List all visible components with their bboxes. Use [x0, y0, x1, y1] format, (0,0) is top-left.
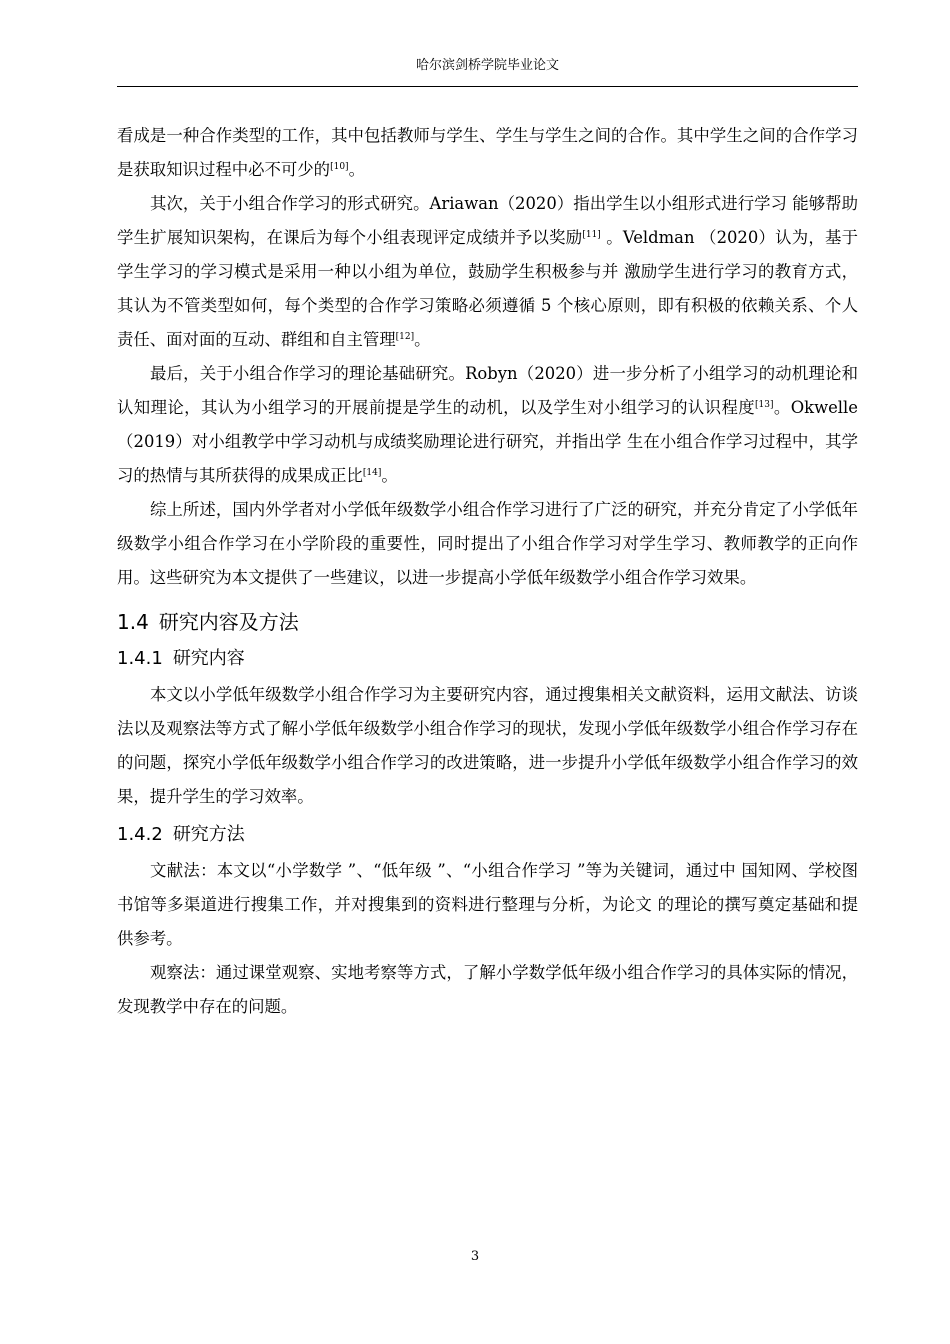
section-heading-1-4-1 [117, 646, 858, 672]
page-number: 3 [470, 1249, 480, 1264]
paragraph-text: 其次，关于小组合作学习的形式研究。Ariawan（2020）指出学生以小组形式进行学习 能够帮助学生扩展知识架构，在课后为每个小组表现评定成绩并予以奖励 [117, 194, 858, 247]
citation-ref: [12] [395, 332, 415, 342]
paragraph-summary: 综上所述，国内外学者对小学低年级数学小组合作学习进行了广泛的研究，并充分肯定了小学低年级数学小组合作学习在小学阶段的重要性，同时提出了小组合作学习对学生学习、教师教学的正向作用。这些研究为本文提供了一些建议，以进一步提高小学低年级数学小组合作学习效果。 [117, 500, 858, 587]
section-number: 1.4.1 [117, 648, 163, 669]
paragraph-continuation [117, 119, 858, 187]
section-title: 研究方法 [172, 824, 245, 845]
paragraph-tail: 。 [381, 466, 398, 485]
running-header: 哈尔滨剑桥学院毕业论文 [415, 58, 559, 73]
citation-ref: [14] [362, 468, 382, 478]
section-number: 1.4.2 [117, 824, 163, 845]
citation-ref: [11] [582, 230, 601, 240]
section-heading-1-4 [117, 608, 858, 636]
section-title: 研究内容及方法 [158, 610, 299, 634]
citation-ref: [13] [755, 400, 774, 410]
paragraph-form-research [117, 187, 858, 357]
paragraph-text: 最后，关于小组合作学习的理论基础研究。Robyn（2020）进一步分析了小组学习的动机理论和认知理论，其认为小组学习的开展前提是学生的动机，以及学生对小组学习的认识程度 [117, 364, 858, 417]
section-heading-1-4-2 [117, 822, 858, 848]
section-number: 1.4 [117, 610, 149, 634]
paragraph-text: 看成是一种合作类型的工作，其中包括教师与学生、学生与学生之间的合作。其中学生之间的合作学习是获取知识过程中必不可少的 [117, 126, 858, 179]
header-rule [117, 86, 858, 87]
paragraph-research-content: 本文以小学低年级数学小组合作学习为主要研究内容，通过搜集相关文献资料，运用文献法、访谈法以及观察法等方式了解小学低年级数学小组合作学习的现状，发现小学低年级数学小组合作学习存在的问题，探究小学低年级数学小组合作学习的改进策略，进一步提升小学低年级数学小组合作学习的效果，提升学生的学习效率。 [117, 685, 858, 806]
paragraph-observation-method: 观察法：通过课堂观察、实地考察等方式，了解小学数学低年级小组合作学习的具体实际的情况，发现教学中存在的问题。 [117, 963, 858, 1016]
page-body [117, 119, 858, 1024]
paragraph-tail: 。 [414, 330, 431, 349]
citation-ref: [10] [330, 162, 349, 172]
paragraph-theory-research [117, 357, 858, 493]
paragraph-text: 。Veldman （2020）认为，基于学生学习的学习模式是采用一种以小组为单位，鼓励学生积极参与并 激励学生进行学习的教育方式，其认为不管类型如何，每个类型的合作学习策略必须遵循 5 个核心原则，即有积极的依赖关系、个人责任、面对面的互动、群组和自主管理 [117, 228, 858, 349]
paragraph-text: 。Okwelle（2019）对小组教学中学习动机与成绩奖励理论进行研究，并指出学 生在小组合作学习过程中，其学习的热情与其所获得的成果成正比 [117, 398, 858, 485]
paragraph-literature-method: 文献法：本文以“小学数学 ”、“低年级 ”、“小组合作学习 ”等为关键词，通过中 国知网、学校图书馆等多渠道进行搜集工作，并对搜集到的资料进行整理与分析，为论文 的理论的撰写奠定基础和提供参考。 [117, 861, 858, 948]
section-title: 研究内容 [172, 648, 245, 669]
paragraph-tail: 。 [348, 160, 365, 179]
